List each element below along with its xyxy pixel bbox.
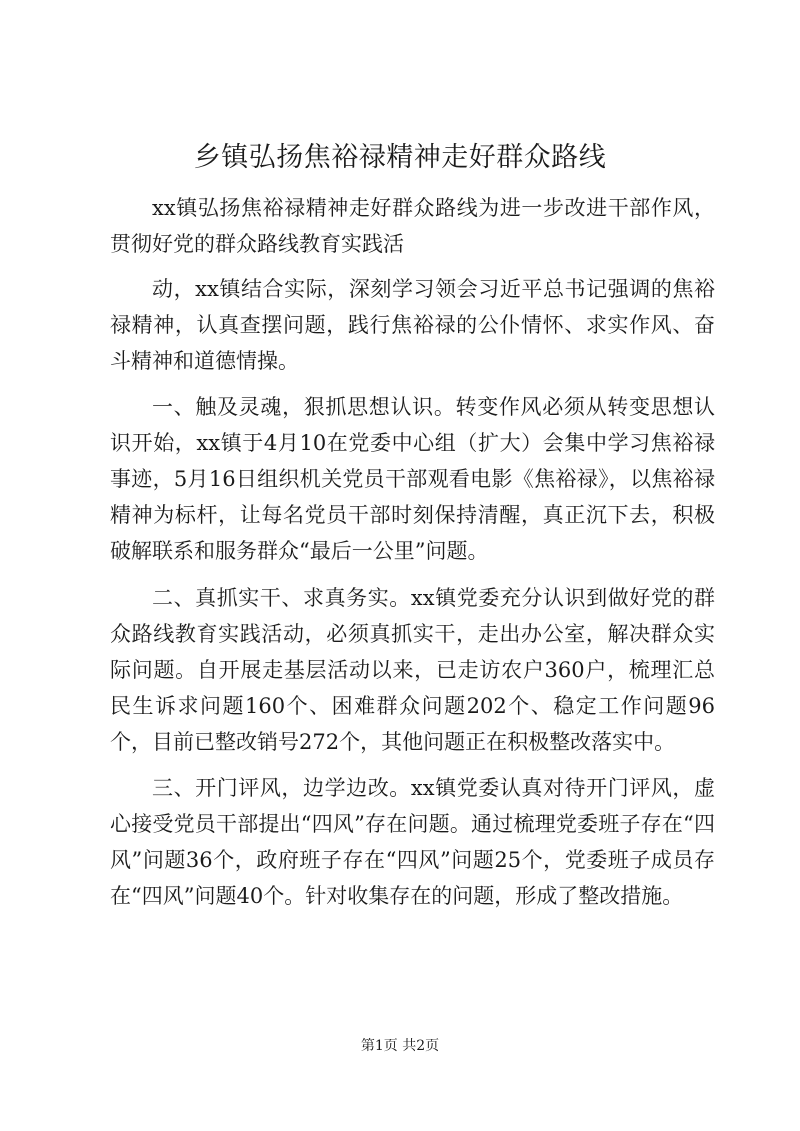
paragraph-section-one: 一、触及灵魂，狠抓思想认识。转变作风必须从转变思想认识开始，xx镇于4月10在党委中心组（扩大）会集中学习焦裕禄事迹，5月16日组织机关党员干部观看电影《焦裕禄》，以焦裕禄精神为标杆，让每名党员干部时刻保持清醒，真正沉下去，积极破解联系和服务群众“最后一公里”问题。 — [110, 395, 715, 563]
paragraph-context: 动，xx镇结合实际，深刻学习领会习近平总书记强调的焦裕禄精神，认真查摆问题，践行焦裕禄的公仆情怀、求实作风、奋斗精神和道德情操。 — [110, 276, 715, 373]
document-body — [110, 190, 715, 925]
paragraph-section-three: 三、开门评风，边学边改。xx镇党委认真对待开门评风，虚心接受党员干部提出“四风”存在问题。通过梳理党委班子存在“四风”问题36个，政府班子存在“四风”问题25个，党委班子成员存在“四风”问题40个。针对收集存在的问题，形成了整改措施。 — [110, 776, 715, 908]
page-number-footer: 第1页 共2页 — [360, 1038, 440, 1054]
paragraph-intro: xx镇弘扬焦裕禄精神走好群众路线为进一步改进干部作风，贯彻好党的群众路线教育实践活 — [110, 196, 715, 256]
document-title: 乡镇弘扬焦裕禄精神走好群众路线 — [193, 142, 607, 173]
paragraph-section-two: 二、真抓实干、求真务实。xx镇党委充分认识到做好党的群众路线教育实践活动，必须真抓实干，走出办公室，解决群众实际问题。自开展走基层活动以来，已走访农户360户，梳理汇总民生诉求问题160个、困难群众问题202个、稳定工作问题96个，目前已整改销号272个，其他问题正在积极整改落实中。 — [110, 585, 715, 754]
